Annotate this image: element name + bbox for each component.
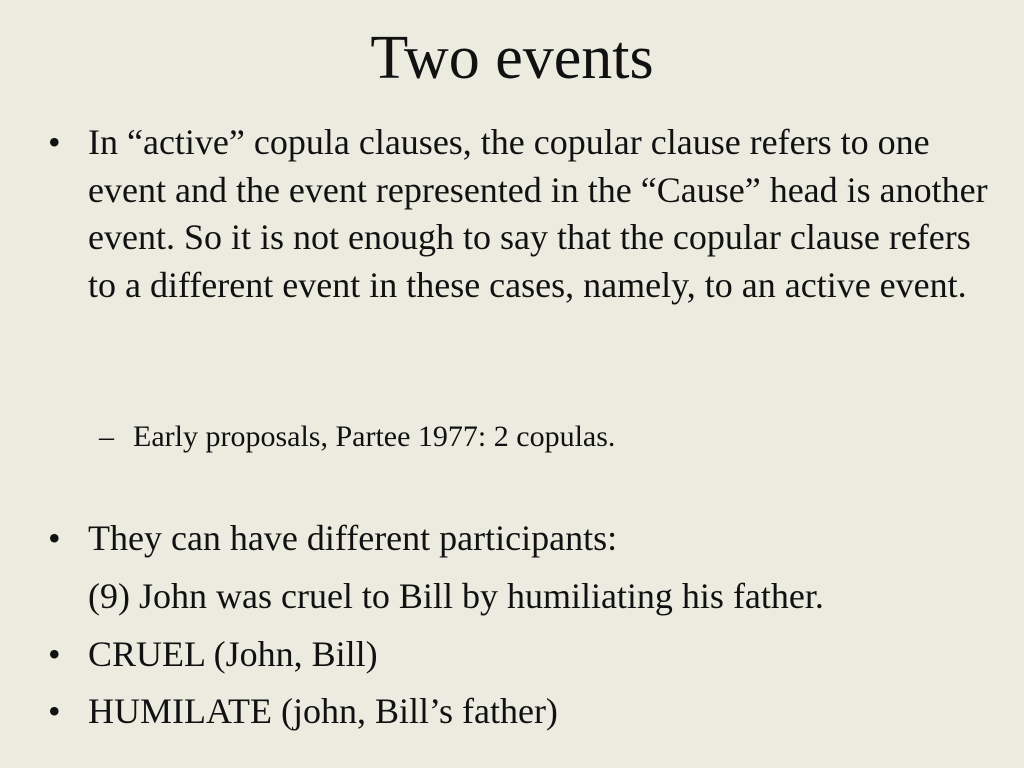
sub-bullet-item-1 [99, 418, 993, 456]
bullet-text: In “active” copula clauses, the copular clause refers to one event and the event represented in the “Cause” head is another event. So it is not enough to say that the copular clause refers to a different event in these cases, namely, to an active event. [88, 122, 988, 305]
example-sentence: (9) John was cruel to Bill by humiliating his father. [88, 576, 824, 616]
sub-bullet-text: Early proposals, Partee 1977: 2 copulas. [133, 420, 616, 453]
slide-title: Two events [370, 24, 654, 92]
bullet-item-3 [48, 631, 1003, 679]
bullet-item-2 [48, 515, 1003, 563]
bullet-text: CRUEL (John, Bill) [88, 634, 378, 674]
bullet-item-4 [48, 688, 1003, 736]
bullet-text: They can have different participants: [88, 518, 618, 558]
bullet-item-1 [48, 119, 1003, 309]
bullet-text: HUMILATE (john, Bill’s father) [88, 691, 558, 731]
bullet-marker: • [48, 122, 61, 162]
bullet-marker: • [48, 634, 61, 674]
sub-bullet-marker: – [99, 420, 114, 453]
bullet-marker: • [48, 518, 61, 558]
bullet-marker: • [48, 691, 61, 731]
